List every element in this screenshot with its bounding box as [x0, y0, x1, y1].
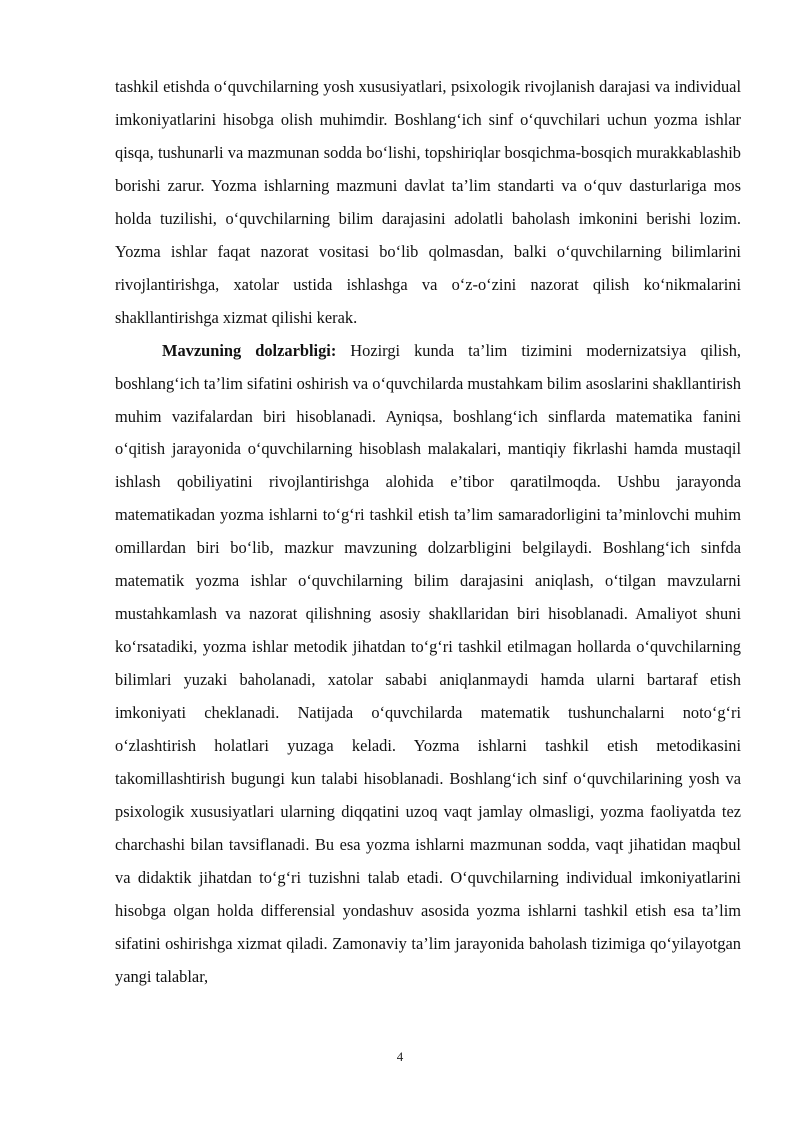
page-number: 4	[396, 1049, 404, 1064]
document-page	[115, 71, 741, 994]
paragraph-relevance	[115, 335, 741, 994]
paragraph-relevance-text: Hozirgi kunda ta’lim tizimini modernizatsiya qilish, boshlang‘ich ta’lim sifatini oshirish va o‘quvchilarda mustahkam bilim asoslarini shakllantirish muhim vazifalardan biri hisoblanadi. Ayniqsa, boshlang‘ich sinflarda matematika fanini o‘qitish jarayonida o‘quvchilarning hisoblash malakalari, mantiqiy fikrlashi hamda mustaqil ishlash qobiliyatini rivojlantirishga alohida e’tibor qaratilmoqda. Ushbu jarayonda matematikadan yozma ishlarni to‘g‘ri tashkil etish ta’lim samaradorligini ta’minlovchi muhim omillardan biri bo‘lib, mazkur mavzuning dolzarbligini belgilaydi. Boshlang‘ich sinfda matematik yozma ishlar o‘quvchilarning bilim darajasini aniqlash, o‘tilgan mavzularni mustahkamlash va nazorat qilishning asosiy shakllaridan biri hisoblanadi. Amaliyot shuni ko‘rsatadiki, yozma ishlar metodik jihatdan to‘g‘ri tashkil etilmagan hollarda o‘quvchilarning bilimlari yuzaki baholanadi, xatolar sababi aniqlanmaydi hamda ularni bartaraf etish imkoniyati cheklanadi. Natijada o‘quvchilarda matematik tushunchalarni noto‘g‘ri o‘zlashtirish holatlari yuzaga keladi. Yozma ishlarni tashkil etish metodikasini takomillashtirish bugungi kun talabi hisoblanadi. Boshlang‘ich sinf o‘quvchilarining yosh va psixologik xususiyatlari ularning diqqatini uzoq vaqt jamlay olmasligi, yozma faoliyatda tez charchashi bilan tavsiflanadi. Bu esa yozma ishlarni mazmunan sodda, vaqt jihatidan maqbul va didaktik jihatdan to‘g‘ri tuzishni talab etadi. O‘quvchilarning individual imkoniyatlarini hisobga olgan holda differensial yondashuv asosida yozma ishlarni tashkil etish esa ta’lim sifatini oshirishga xizmat qiladi. Zamonaviy ta’lim jarayonida baholash tizimiga qo‘yilayotgan yangi talablar,	[115, 340, 741, 986]
paragraph-continuation: tashkil etishda o‘quvchilarning yosh xususiyatlari, psixologik rivojlanish darajasi va individual imkoniyatlarini hisobga olish muhimdir. Boshlang‘ich sinf o‘quvchilari uchun yozma ishlar qisqa, tushunarli va mazmunan sodda bo‘lishi, topshiriqlar bosqichma-bosqich murakkablashib borishi zarur. Yozma ishlarning mazmuni davlat ta’lim standarti va o‘quv dasturlariga mos holda tuzilishi, o‘quvchilarning bilim darajasini adolatli baholash imkonini berishi lozim. Yozma ishlar faqat nazorat vositasi bo‘lib qolmasdan, balki o‘quvchilarning bilimlarini rivojlantirishga, xatolar ustida ishlashga va o‘z-o‘zini nazorat qilish ko‘nikmalarini shakllantirishga xizmat qilishi kerak.	[115, 77, 741, 327]
section-heading-relevance: Mavzuning dolzarbligi:	[162, 340, 337, 360]
